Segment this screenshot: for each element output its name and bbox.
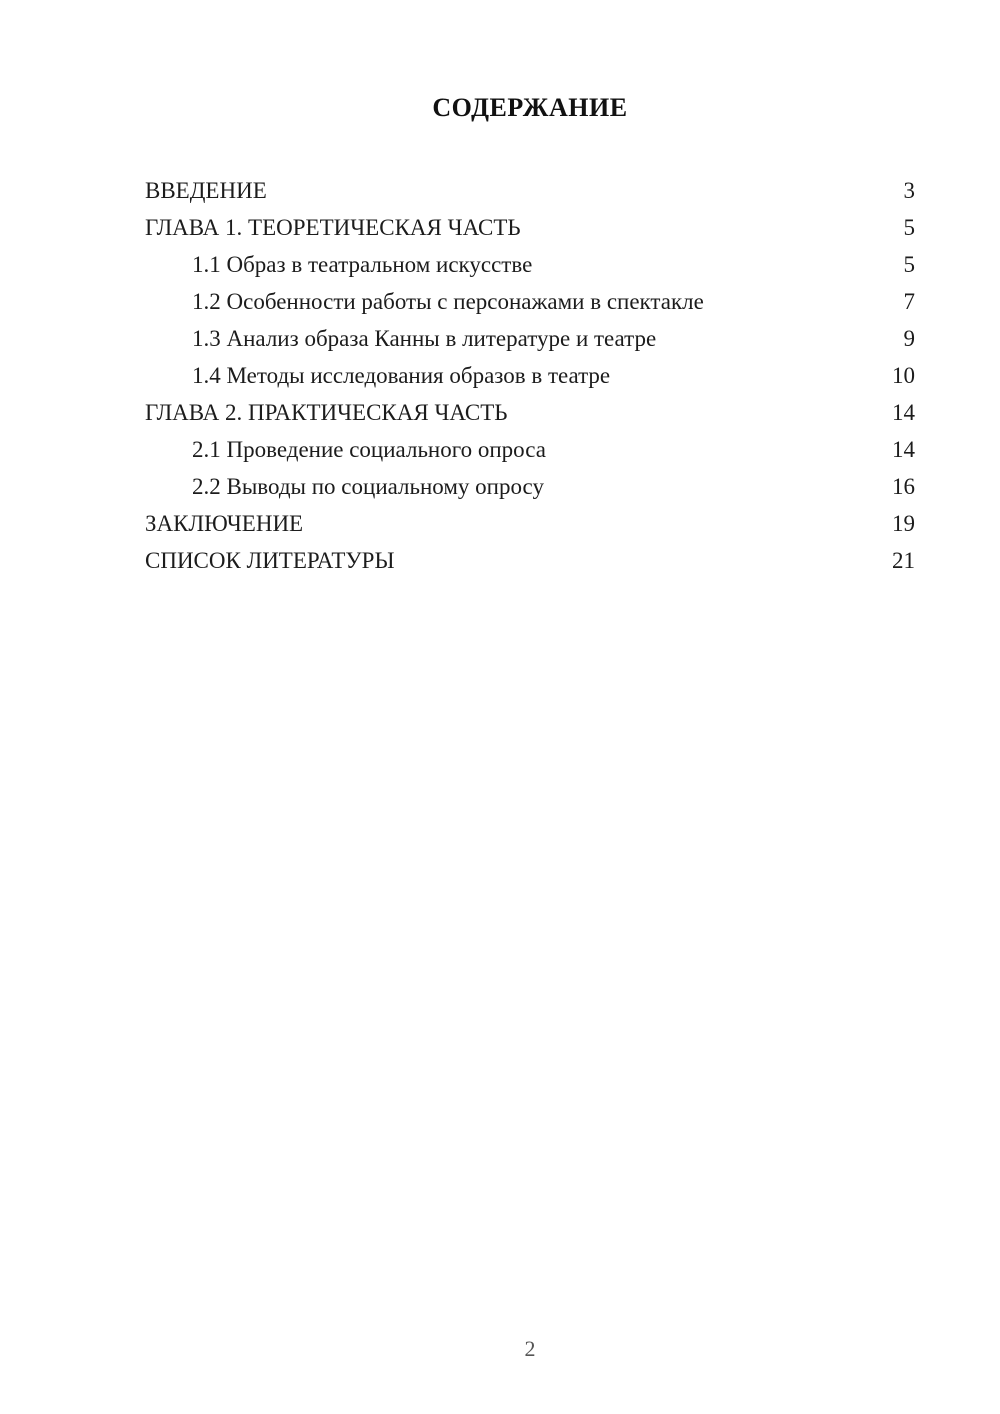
toc-entry-label: 1.3 Анализ образа Канны в литературе и театре [192, 326, 657, 351]
toc-entry-page-number: 16 [892, 474, 915, 499]
toc-entry [145, 172, 915, 209]
toc-entry-label: ВВЕДЕНИЕ [145, 178, 267, 203]
toc-entry-page-number: 19 [892, 511, 915, 536]
toc-entry [145, 468, 915, 505]
page-number: 2 [524, 1336, 536, 1361]
toc-entry-page-number: 9 [903, 326, 915, 351]
toc-entry [145, 283, 915, 320]
toc-entry [145, 394, 915, 431]
toc-entry-label: ГЛАВА 2. ПРАКТИЧЕСКАЯ ЧАСТЬ [145, 400, 508, 425]
toc-entry [145, 357, 915, 394]
toc-entry [145, 246, 915, 283]
toc-entry-label: СПИСОК ЛИТЕРАТУРЫ [145, 548, 395, 573]
toc-entry-label: 2.2 Выводы по социальному опросу [192, 474, 544, 499]
toc-entry-label: ЗАКЛЮЧЕНИЕ [145, 511, 304, 536]
toc-entry-page-number: 10 [892, 363, 915, 388]
toc-entry [145, 320, 915, 357]
toc-entry-page-number: 14 [892, 400, 915, 425]
toc-entry-page-number: 3 [903, 178, 915, 203]
toc-entry-label: 1.4 Методы исследования образов в театре [192, 363, 611, 388]
toc-entry-page-number: 5 [903, 252, 915, 277]
toc-entry [145, 505, 915, 542]
page-title: СОДЕРЖАНИЕ [432, 93, 628, 122]
table-of-contents [145, 172, 915, 579]
toc-entry-label: ГЛАВА 1. ТЕОРЕТИЧЕСКАЯ ЧАСТЬ [145, 215, 521, 240]
toc-entry-page-number: 14 [892, 437, 915, 462]
toc-entry-label: 2.1 Проведение социального опроса [192, 437, 546, 462]
toc-entry-page-number: 5 [903, 215, 915, 240]
toc-entry [145, 431, 915, 468]
toc-entry-label: 1.1 Образ в театральном искусстве [192, 252, 533, 277]
toc-entry [145, 209, 915, 246]
toc-entry-page-number: 7 [903, 289, 915, 314]
toc-entry-label: 1.2 Особенности работы с персонажами в спектакле [192, 289, 704, 314]
toc-entry-page-number: 21 [892, 548, 915, 573]
toc-entry [145, 542, 915, 579]
